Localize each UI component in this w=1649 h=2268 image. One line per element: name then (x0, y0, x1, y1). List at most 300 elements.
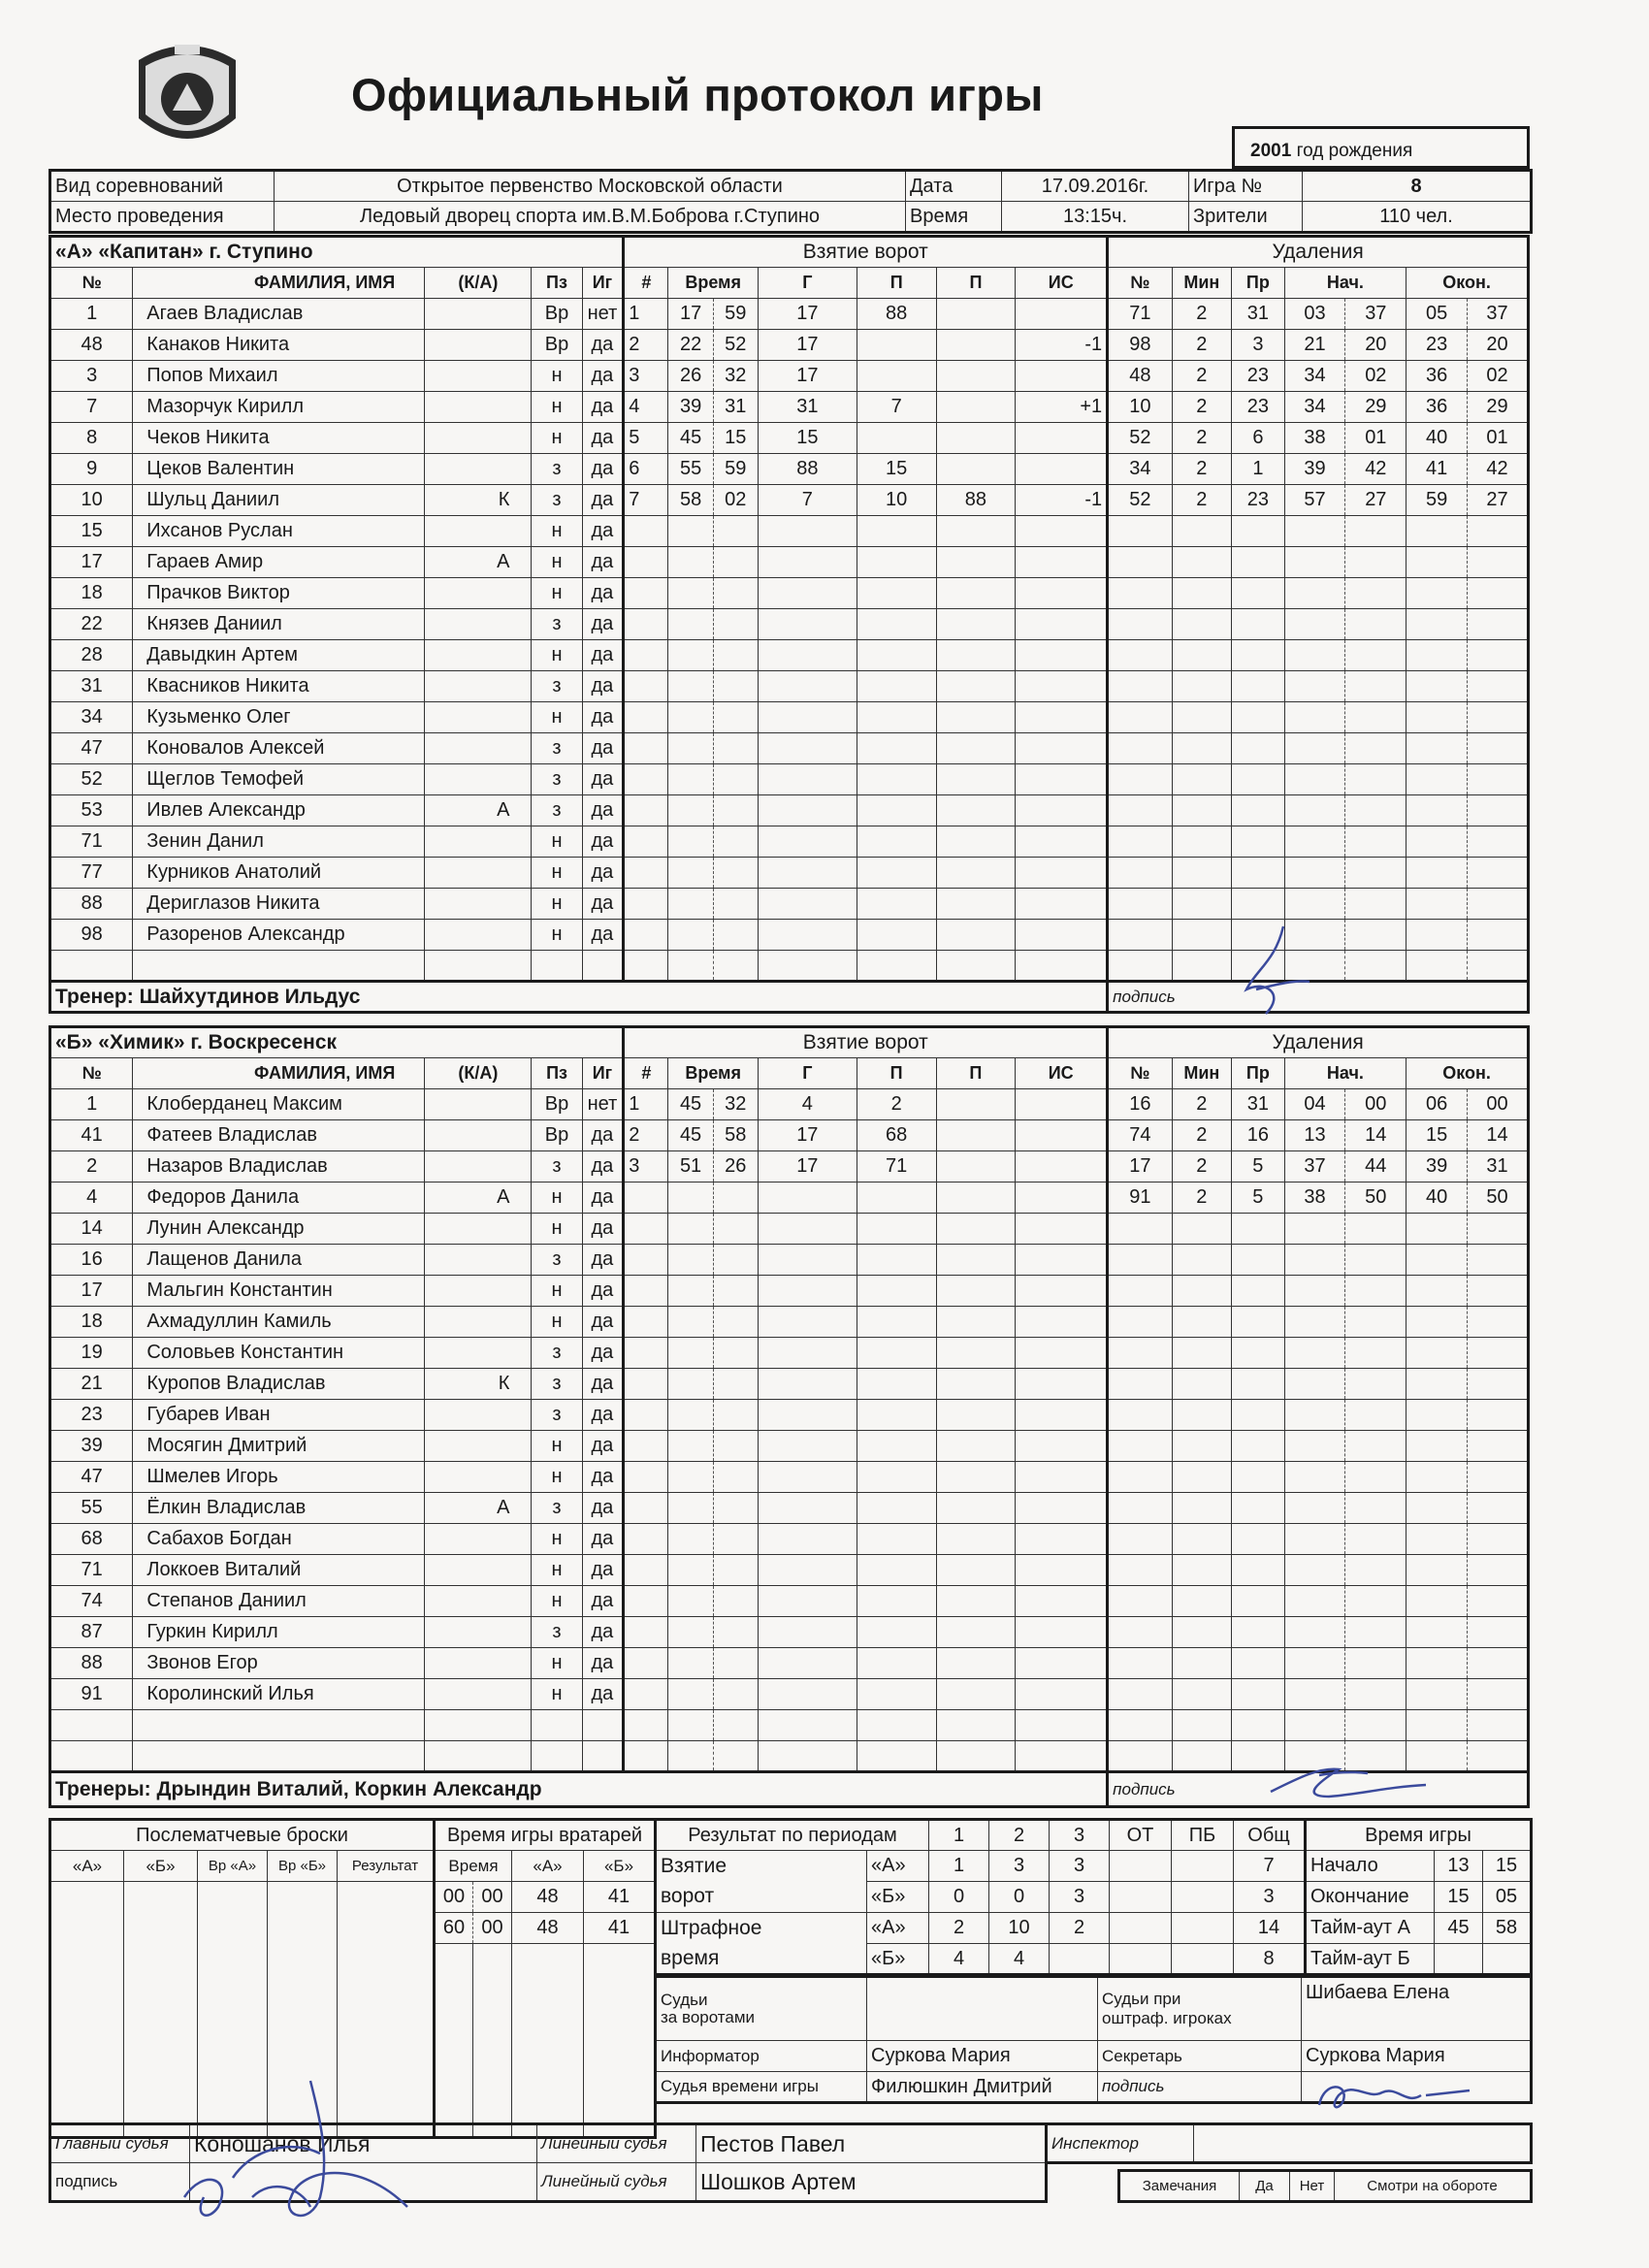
pen-start-sec: 37 (1345, 299, 1406, 330)
goal-second: 15 (713, 423, 758, 454)
player-name: Лащенов Данила (133, 1245, 425, 1276)
col-number: № (50, 268, 133, 299)
player-role (425, 858, 532, 889)
goal-scorer: 17 (758, 299, 857, 330)
player-role (425, 299, 532, 330)
pen-judges-label (1098, 1977, 1302, 2041)
competition-label: Вид соревнований (50, 171, 275, 202)
remarks-see-back: Смотри на обороте (1335, 2171, 1532, 2202)
player-position: н (532, 1276, 582, 1307)
timeout-a-second: 58 (1483, 1913, 1532, 1944)
goal-minute: 51 (668, 1151, 713, 1183)
player-number: 71 (50, 826, 133, 858)
goalie-time-title: Время игры вратарей (435, 1820, 656, 1851)
player-number: 4 (50, 1183, 133, 1214)
goal-number: 2 (624, 1120, 668, 1151)
player-row (50, 330, 1529, 361)
player-row (50, 578, 1529, 609)
col-strength: ИС (1016, 1058, 1108, 1089)
goal-judges-line2: за воротами (661, 2008, 756, 2026)
player-role (425, 330, 532, 361)
pen-reason: 3 (1232, 330, 1285, 361)
player-role (425, 1089, 532, 1120)
pen-minutes: 2 (1172, 1120, 1232, 1151)
player-row (50, 1276, 1529, 1307)
player-role (425, 1400, 532, 1431)
player-name: Агаев Владислав (133, 299, 425, 330)
player-position: з (532, 1400, 582, 1431)
player-position: з (532, 733, 582, 764)
player-position: з (532, 1493, 582, 1524)
pen-end-sec: 01 (1468, 423, 1529, 454)
shootout-col-a: «А» (50, 1851, 124, 1882)
periods-title: Результат по периодам (656, 1820, 929, 1851)
game-info-table (48, 169, 1533, 234)
pen-end-sec: 02 (1468, 361, 1529, 392)
pen-number: 91 (1108, 1183, 1172, 1214)
player-played: да (582, 547, 624, 578)
player-row (50, 764, 1529, 795)
player-position: н (532, 1524, 582, 1555)
goalie-time-row (435, 1882, 656, 1913)
player-position: Вр (532, 1089, 582, 1120)
player-number: 68 (50, 1524, 133, 1555)
goal-assist-2 (936, 330, 1016, 361)
chief-referee-name: Коношанов Илья (190, 2124, 537, 2163)
player-row (50, 485, 1529, 516)
player-position: з (532, 795, 582, 826)
pen-end-sec: 31 (1468, 1151, 1529, 1183)
pen-number: 74 (1108, 1120, 1172, 1151)
player-number: 8 (50, 423, 133, 454)
player-position: з (532, 1338, 582, 1369)
col-ka: (К/А) (425, 268, 532, 299)
period-value: 4 (989, 1944, 1050, 1975)
player-name: Мальгин Константин (133, 1276, 425, 1307)
pen-end-sec: 14 (1468, 1120, 1529, 1151)
pen-end-min: 06 (1406, 1089, 1468, 1120)
game-number-label: Игра № (1189, 171, 1303, 202)
player-number: 52 (50, 764, 133, 795)
player-position: н (532, 578, 582, 609)
player-position: з (532, 764, 582, 795)
player-role: К (425, 485, 532, 516)
goalie-col-a: «А» (512, 1851, 584, 1882)
player-played: нет (582, 299, 624, 330)
goal-number: 2 (624, 330, 668, 361)
col-assist-2: П (936, 1058, 1016, 1089)
player-played: да (582, 1338, 624, 1369)
goal-strength: -1 (1016, 485, 1108, 516)
teamA-roster-table (48, 235, 1530, 1014)
period-value: 10 (989, 1913, 1050, 1944)
pen-minutes: 2 (1172, 392, 1232, 423)
player-played: да (582, 578, 624, 609)
pen-judges-line1: Судьи при (1102, 1990, 1181, 2008)
player-position: з (532, 1617, 582, 1648)
player-role: А (425, 1183, 532, 1214)
goals-header: Взятие ворот (624, 237, 1108, 268)
player-name: Кузьменко Олег (133, 702, 425, 733)
goal-scorer: 7 (758, 485, 857, 516)
goal-assist-2 (936, 1151, 1016, 1183)
player-role (425, 764, 532, 795)
player-row (50, 671, 1529, 702)
period-value (1110, 1944, 1172, 1975)
player-role: А (425, 795, 532, 826)
pen-end-min: 36 (1406, 392, 1468, 423)
coach-cell (50, 1772, 1108, 1807)
player-row (50, 889, 1529, 920)
period-value: 1 (929, 1851, 989, 1882)
period-value: 8 (1234, 1944, 1306, 1975)
player-played: да (582, 1307, 624, 1338)
pen-start-min: 38 (1284, 423, 1345, 454)
period-team-label: «Б» (867, 1882, 929, 1913)
player-played: да (582, 795, 624, 826)
goal-strength (1016, 1120, 1108, 1151)
goal-assist-2 (936, 392, 1016, 423)
player-number: 71 (50, 1555, 133, 1586)
pen-judges-line2: оштраф. игроках (1102, 2009, 1232, 2027)
goals-header: Взятие ворот (624, 1027, 1108, 1058)
goalie-b-number: 41 (584, 1913, 656, 1944)
player-role (425, 361, 532, 392)
goal-scorer: 17 (758, 330, 857, 361)
goal-second: 59 (713, 454, 758, 485)
player-role (425, 1617, 532, 1648)
player-role (425, 1462, 532, 1493)
team-title: «Б» «Химик» г. Воскресенск (50, 1027, 624, 1058)
period-value (1110, 1913, 1172, 1944)
player-name: Локкоев Виталий (133, 1555, 425, 1586)
player-name: Назаров Владислав (133, 1151, 425, 1183)
goal-strength (1016, 1151, 1108, 1183)
player-played: да (582, 1462, 624, 1493)
player-played: да (582, 1617, 624, 1648)
player-played: да (582, 330, 624, 361)
player-played: да (582, 454, 624, 485)
player-position: н (532, 1462, 582, 1493)
col-pen-min: Мин (1172, 1058, 1232, 1089)
period-value (1110, 1882, 1172, 1913)
player-number: 34 (50, 702, 133, 733)
start-minute: 15 (1483, 1851, 1532, 1882)
player-role (425, 671, 532, 702)
pen-number: 17 (1108, 1151, 1172, 1183)
player-played: да (582, 485, 624, 516)
col-name: ФАМИЛИЯ, ИМЯ (133, 268, 425, 299)
player-number: 10 (50, 485, 133, 516)
goal-assist-2 (936, 299, 1016, 330)
player-position: н (532, 1555, 582, 1586)
col-name: ФАМИЛИЯ, ИМЯ (133, 1058, 425, 1089)
goalie-time-row (435, 1913, 656, 1944)
pen-end-min: 40 (1406, 1183, 1468, 1214)
pen-start-sec: 00 (1345, 1089, 1406, 1120)
period-row-label: Взятие (656, 1851, 867, 1882)
player-position: н (532, 423, 582, 454)
col-pen-reason: Пр (1232, 268, 1285, 299)
goal-number: 3 (624, 361, 668, 392)
player-position: н (532, 826, 582, 858)
chief-referee-label: Главный судья (50, 2124, 190, 2163)
player-position: н (532, 920, 582, 951)
pen-reason: 23 (1232, 392, 1285, 423)
player-position: н (532, 1183, 582, 1214)
player-name: Гуркин Кирилл (133, 1617, 425, 1648)
player-played: да (582, 516, 624, 547)
birth-year: 2001 (1250, 141, 1292, 161)
spectators-label: Зрители (1189, 202, 1303, 233)
col-pen-end: Окон. (1406, 268, 1529, 299)
secretary-label: Секретарь (1098, 2041, 1302, 2072)
player-number: 48 (50, 330, 133, 361)
player-played: да (582, 392, 624, 423)
player-name: Дериглазов Никита (133, 889, 425, 920)
player-role (425, 826, 532, 858)
remarks-yes[interactable]: Да (1240, 2171, 1290, 2202)
player-row (50, 454, 1529, 485)
player-row (50, 423, 1529, 454)
col-pz: Пз (532, 268, 582, 299)
shootout-title: Послематчевые броски (50, 1820, 435, 1851)
venue-value: Ледовый дворец спорта им.В.М.Боброва г.Ступино (275, 202, 906, 233)
goalie-second: 00 (473, 1882, 512, 1913)
player-row (50, 826, 1529, 858)
player-played: да (582, 1245, 624, 1276)
secretary-signature (1310, 2071, 1474, 2118)
goal-assist-2 (936, 361, 1016, 392)
player-row (50, 1679, 1529, 1710)
player-role (425, 454, 532, 485)
goal-minute: 45 (668, 1089, 713, 1120)
player-number: 2 (50, 1151, 133, 1183)
player-row (50, 1617, 1529, 1648)
period-row-label: ворот (656, 1882, 867, 1913)
player-name: Цеков Валентин (133, 454, 425, 485)
player-name: Курников Анатолий (133, 858, 425, 889)
player-played: да (582, 423, 624, 454)
goal-strength (1016, 299, 1108, 330)
goal-number: 4 (624, 392, 668, 423)
pen-minutes: 2 (1172, 299, 1232, 330)
pen-minutes: 2 (1172, 423, 1232, 454)
period-col-ot: ОТ (1110, 1820, 1172, 1851)
goal-second: 59 (713, 299, 758, 330)
goal-assist-1: 10 (857, 485, 936, 516)
goal-minute: 39 (668, 392, 713, 423)
col-pen-start: Нач. (1284, 268, 1406, 299)
goal-number: 3 (624, 1151, 668, 1183)
linesman-2-name: Шошков Артем (696, 2163, 1047, 2202)
goal-strength (1016, 1089, 1108, 1120)
coach-sign-label: подпись (1108, 982, 1529, 1013)
pen-end-min: 59 (1406, 485, 1468, 516)
player-row (50, 547, 1529, 578)
period-value: 3 (989, 1851, 1050, 1882)
player-row (50, 1245, 1529, 1276)
player-played: да (582, 1276, 624, 1307)
pen-start-sec: 01 (1345, 423, 1406, 454)
player-number: 17 (50, 547, 133, 578)
player-played: нет (582, 1089, 624, 1120)
player-played: да (582, 858, 624, 889)
goalie-minute: 60 (435, 1913, 473, 1944)
coach-label: Тренер: (55, 985, 134, 1008)
player-name: Сабахов Богдан (133, 1524, 425, 1555)
penalties-header: Удаления (1108, 237, 1529, 268)
pen-end-min: 05 (1406, 299, 1468, 330)
player-role (425, 1214, 532, 1245)
player-number: 1 (50, 299, 133, 330)
player-number: 3 (50, 361, 133, 392)
player-played: да (582, 1369, 624, 1400)
goal-scorer: 17 (758, 1120, 857, 1151)
birth-year-label: год рождения (1296, 141, 1413, 161)
goal-second: 58 (713, 1120, 758, 1151)
period-row-label: Штрафное (656, 1913, 867, 1944)
player-position: н (532, 1586, 582, 1617)
coach-b-signature (1261, 1758, 1436, 1806)
remarks-no[interactable]: Нет (1290, 2171, 1335, 2202)
pen-end-sec: 37 (1468, 299, 1529, 330)
player-name: Степанов Даниил (133, 1586, 425, 1617)
player-number: 28 (50, 640, 133, 671)
goal-assist-2: 88 (936, 485, 1016, 516)
player-row (50, 361, 1529, 392)
goal-scorer: 17 (758, 361, 857, 392)
player-row (50, 1462, 1529, 1493)
player-number: 47 (50, 733, 133, 764)
pen-start-sec: 29 (1345, 392, 1406, 423)
pen-minutes: 2 (1172, 1183, 1232, 1214)
player-name: Канаков Никита (133, 330, 425, 361)
player-played: да (582, 1493, 624, 1524)
period-row (656, 1913, 1306, 1944)
player-position: Вр (532, 299, 582, 330)
player-role (425, 640, 532, 671)
player-role (425, 1524, 532, 1555)
player-number: 17 (50, 1276, 133, 1307)
game-number-value: 8 (1303, 171, 1532, 202)
informer-label: Информатор (656, 2041, 867, 2072)
period-col-1: 1 (929, 1820, 989, 1851)
player-played: да (582, 640, 624, 671)
player-name: Шмелев Игорь (133, 1462, 425, 1493)
player-played: да (582, 609, 624, 640)
col-ka: (К/А) (425, 1058, 532, 1089)
period-value (1172, 1851, 1234, 1882)
player-played: да (582, 1586, 624, 1617)
player-number: 87 (50, 1617, 133, 1648)
player-position: Вр (532, 330, 582, 361)
player-role (425, 392, 532, 423)
player-name: Фатеев Владислав (133, 1120, 425, 1151)
player-position: н (532, 392, 582, 423)
player-row (50, 516, 1529, 547)
period-value: 3 (1050, 1851, 1110, 1882)
shootout-col-gk-a: Вр «А» (198, 1851, 268, 1882)
teamB-roster-table (48, 1025, 1530, 1808)
player-role (425, 702, 532, 733)
player-row (50, 609, 1529, 640)
player-role: А (425, 547, 532, 578)
player-played: да (582, 889, 624, 920)
player-row (50, 733, 1529, 764)
goalie-minute: 00 (435, 1882, 473, 1913)
linesman-1-name: Пестов Павел (696, 2124, 1047, 2163)
pen-end-min: 36 (1406, 361, 1468, 392)
player-number: 91 (50, 1679, 133, 1710)
player-number: 55 (50, 1493, 133, 1524)
player-row (50, 1648, 1529, 1679)
player-name: Разоренов Александр (133, 920, 425, 951)
player-row (50, 1183, 1529, 1214)
player-number: 1 (50, 1089, 133, 1120)
goal-minute: 17 (668, 299, 713, 330)
shootout-col-gk-b: Вр «Б» (268, 1851, 338, 1882)
chief-sign-label: подпись (50, 2163, 190, 2202)
pen-number: 71 (1108, 299, 1172, 330)
player-row (50, 1524, 1529, 1555)
col-pen-min: Мин (1172, 268, 1232, 299)
player-played: да (582, 1400, 624, 1431)
goal-judges-label (656, 1977, 867, 2041)
pen-start-sec: 42 (1345, 454, 1406, 485)
goal-assist-1: 88 (857, 299, 936, 330)
player-row (50, 1120, 1529, 1151)
shootout-col-b: «Б» (124, 1851, 198, 1882)
player-number: 18 (50, 578, 133, 609)
player-played: да (582, 764, 624, 795)
coach-sign-label: подпись (1108, 1772, 1529, 1807)
goalie-b-number: 41 (584, 1882, 656, 1913)
time-label: Время (906, 202, 1002, 233)
goal-assist-1 (857, 330, 936, 361)
pen-number: 16 (1108, 1089, 1172, 1120)
player-name: Князев Даниил (133, 609, 425, 640)
player-played: да (582, 1431, 624, 1462)
competition-value: Открытое первенство Московской области (275, 171, 906, 202)
col-pen-reason: Пр (1232, 1058, 1285, 1089)
col-pen-start: Нач. (1284, 1058, 1406, 1089)
player-played: да (582, 1524, 624, 1555)
pen-number: 52 (1108, 485, 1172, 516)
player-number: 31 (50, 671, 133, 702)
goal-scorer: 31 (758, 392, 857, 423)
goalie-time-table (433, 1818, 657, 2139)
col-pen-number: № (1108, 268, 1172, 299)
player-number: 41 (50, 1120, 133, 1151)
pen-minutes: 2 (1172, 330, 1232, 361)
end-hour: 15 (1435, 1882, 1483, 1913)
player-position: Вр (532, 1120, 582, 1151)
goalie-col-b: «Б» (584, 1851, 656, 1882)
period-col-total: Общ (1234, 1820, 1306, 1851)
col-pz: Пз (532, 1058, 582, 1089)
player-row (50, 1555, 1529, 1586)
pen-end-sec: 00 (1468, 1089, 1529, 1120)
player-name: Ёлкин Владислав (133, 1493, 425, 1524)
player-position: н (532, 889, 582, 920)
pen-end-sec: 42 (1468, 454, 1529, 485)
inspector-table (1045, 2122, 1533, 2164)
player-name: Клоберданец Максим (133, 1089, 425, 1120)
goal-second: 32 (713, 1089, 758, 1120)
col-goal-scorer: Г (758, 268, 857, 299)
goal-minute: 26 (668, 361, 713, 392)
